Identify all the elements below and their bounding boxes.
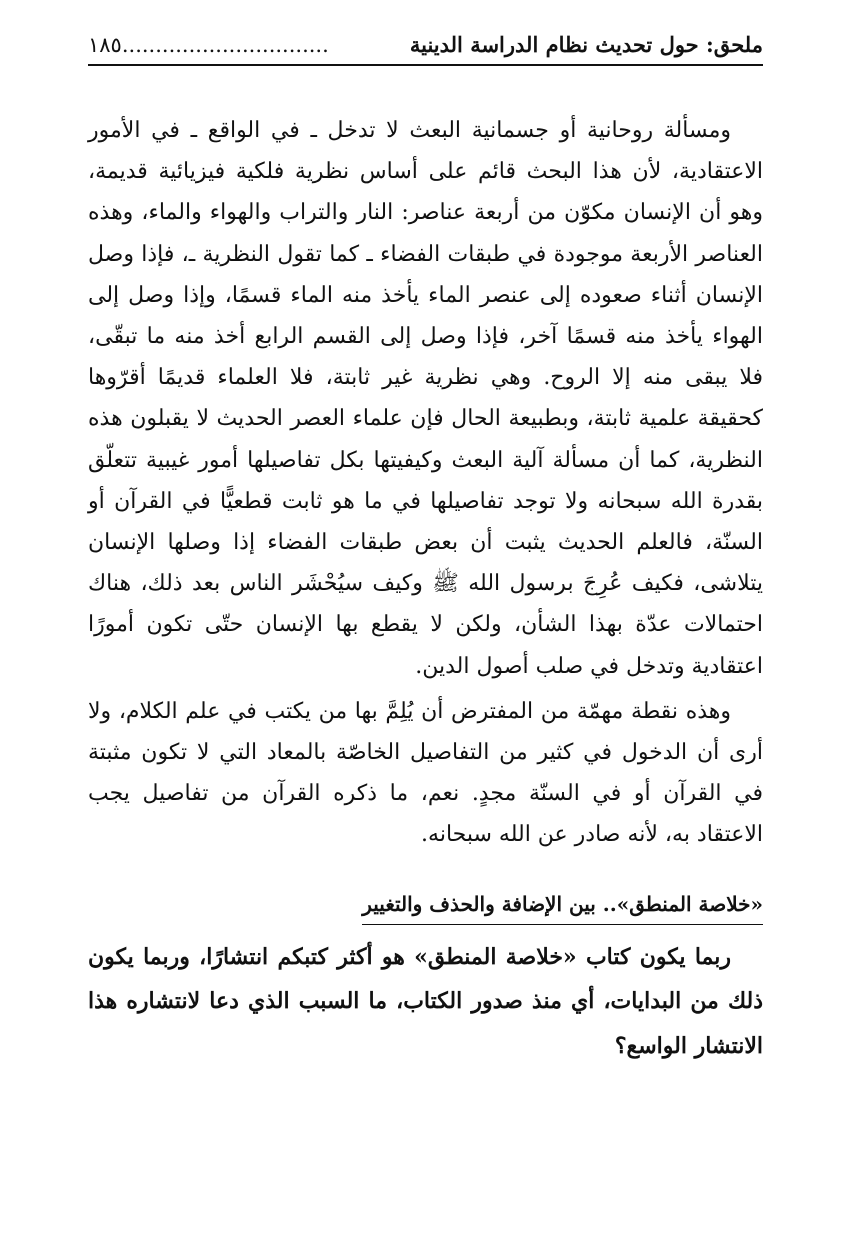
book-page [88,28,763,1068]
section [88,856,763,1069]
body-text [88,110,763,1068]
header-title: ملحق: حول تحديث نظام الدراسة الدينية [409,32,763,57]
section-question: ربما يكون كتاب «خلاصة المنطق» هو أكثر كتبكم انتشارًا، وربما يكون ذلك من البدايات، أي منذ صدور الكتاب، ما السبب الذي دعا لانتشاره هذا الانتشار الواسع؟ [88,943,763,1059]
section-heading: «خلاصة المنطق».. بين الإضافة والحذف والتغيير [362,886,763,925]
paragraph-2: وهذه نقطة مهمّة من المفترض أن يُلِمَّ بها من يكتب في علم الكلام، ولا أرى أن الدخول في كثير من التفاصيل الخاصّة بالمعاد التي لا تكون مثبتة في القرآن أو في السنّة مجدٍ. نعم، ما ذكره القرآن من تفاصيل يجب الاعتقاد به، لأنه صادر عن الله سبحانه. [88,698,763,848]
paragraph-1: ومسألة روحانية أو جسمانية البعث لا تدخل ـ في الواقع ـ في الأمور الاعتقادية، لأن هذا البحث قائم على أساس نظرية فلكية فيزيائية قديمة، وهو أن الإنسان مكوّن من أربعة عناصر: النار والتراب والهواء والماء، وهذه العناصر الأربعة موجودة في طبقات الفضاء ـ كما تقول النظرية ـ، فإذا وصل الإنسان أثناء صعوده إلى عنصر الماء يأخذ منه الماء قسمًا، وإذا وصل إلى الهواء يأخذ منه قسمًا آخر، فإذا وصل إلى القسم الرابع أخذ منه ما تبقّى، فلا يبقى منه إلا الروح. وهي نظرية غير ثابتة، فلا العلماء قديمًا أقرّوها كحقيقة علمية ثابتة، وبطبيعة الحال فإن علماء العصر الحديث لا يقبلون هذه النظرية، كما أن مسألة آلية البعث وكيفيتها بكل تفاصيلها أمور غيبية تتعلّق بقدرة الله سبحانه ولا توجد تفاصيلها في ما هو ثابت قطعيًّا في القرآن أو السنّة، فالعلم الحديث يثبت أن بعض طبقات الفضاء إذا وصلها الإنسان يتلاشى، فكيف عُرِجَ برسول الله ﷺ وكيف سيُحْشَر الناس بعد ذلك، هناك احتمالات عدّة بهذا الشأن، ولكن لا يقطع بها الإنسان حتّى تكون أمورًا اعتقادية وتدخل في صلب أصول الدين. [88,118,763,679]
page-number: ١٨٥............................... [88,33,329,57]
running-header [88,28,763,66]
